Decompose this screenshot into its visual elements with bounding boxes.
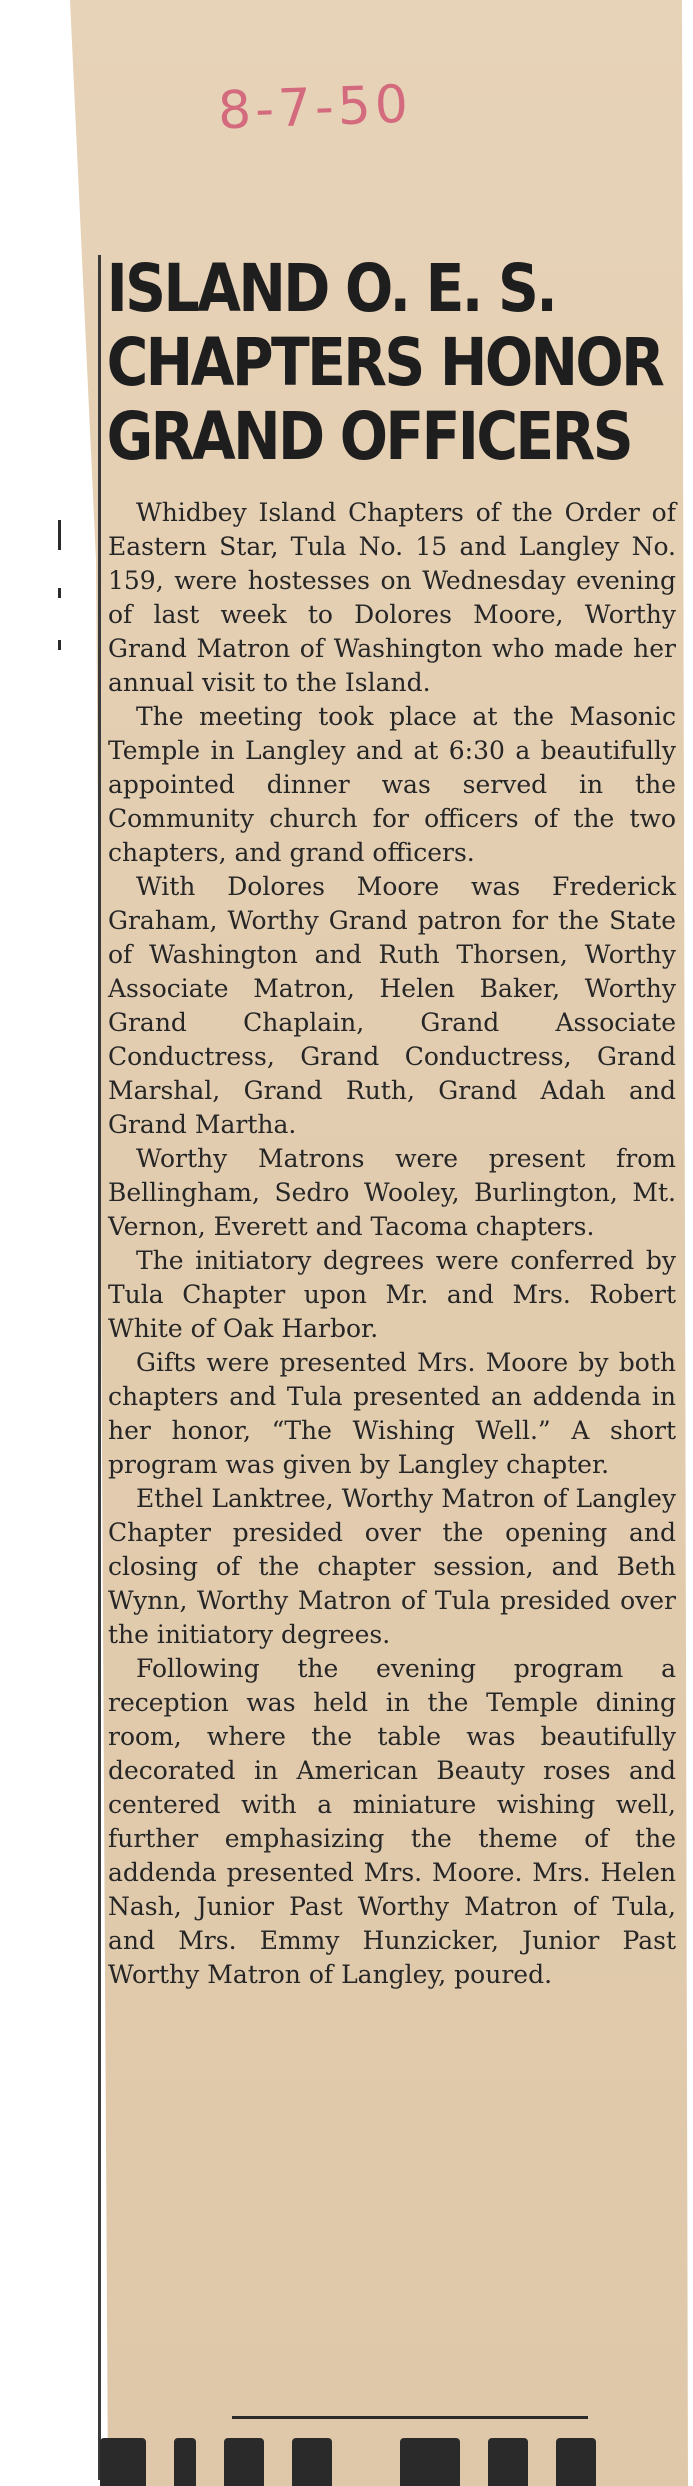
- paragraph-5: The initiatory degrees were conferred by Tula Chapter upon Mr. and Mrs. Robert White of Oak Harbor.: [108, 1246, 676, 1343]
- paragraph-7: Ethel Lanktree, Worthy Matron of Langley Chapter presided over the opening and closing of the chapter session, and Beth Wynn, Worthy Matron of Tula presided over the initiatory degrees.: [108, 1484, 676, 1649]
- paragraph-3: With Dolores Moore was Frederick Graham, Worthy Grand patron for the State of Washington and Ruth Thorsen, Worthy Associate Matron, Helen Baker, Worthy Grand Chaplain, Grand Associate Conductress, Grand Conductress, Grand Marshal, Grand Ruth, Grand Adah and Grand Martha.: [108, 872, 676, 1139]
- edge-mark: [58, 640, 61, 650]
- edge-mark: [58, 588, 61, 598]
- cut-off-letter: [100, 2438, 146, 2486]
- article-end-rule: [232, 2416, 588, 2419]
- cut-off-letter: [224, 2438, 264, 2486]
- headline-line-1: ISLAND O. E. S.: [106, 250, 556, 327]
- paragraph-6: Gifts were presented Mrs. Moore by both chapters and Tula presented an addenda in her honor, “The Wishing Well.” A short program was given by Langley chapter.: [108, 1348, 676, 1479]
- torn-edge-marks: [58, 520, 72, 720]
- headline-line-2: CHAPTERS HONOR: [106, 324, 663, 401]
- article-body: [98, 496, 676, 1992]
- paragraph-8: Following the evening program a reception was held in the Temple dining room, where the table was beautifully decorated in American Beauty roses and centered with a miniature wishing well, further emphasizing the theme of the addenda presented Mrs. Moore. Mrs. Helen Nash, Junior Past Worthy Matron of Tula, and Mrs. Emmy Hunzicker, Junior Past Worthy Matron of Langley, poured.: [108, 1654, 676, 1989]
- cut-off-letter: [488, 2438, 528, 2486]
- headline-line-3: GRAND OFFICERS: [106, 398, 632, 475]
- edge-mark: [58, 520, 61, 550]
- article: [98, 252, 680, 1992]
- paragraph-1: Whidbey Island Chapters of the Order of Eastern Star, Tula No. 15 and Langley No. 159, were hostesses on Wednesday evening of last week to Dolores Moore, Worthy Grand Matron of Washington who made her annual visit to the Island.: [108, 498, 676, 697]
- cut-off-letter: [400, 2438, 460, 2486]
- paragraph-4: Worthy Matrons were present from Bellingham, Sedro Wooley, Burlington, Mt. Vernon, Everett and Tacoma chapters.: [108, 1144, 676, 1241]
- cut-off-letter: [292, 2438, 332, 2486]
- cut-off-letter: [174, 2438, 196, 2486]
- headline: [98, 250, 663, 475]
- paragraph-2: The meeting took place at the Masonic Temple in Langley and at 6:30 a beautifully appointed dinner was served in the Community church for officers of the two chapters, and grand officers.: [108, 702, 676, 867]
- next-article-fragment: [100, 2438, 680, 2486]
- cut-off-letter: [556, 2438, 596, 2486]
- handwritten-date: 8-7-50: [217, 74, 413, 142]
